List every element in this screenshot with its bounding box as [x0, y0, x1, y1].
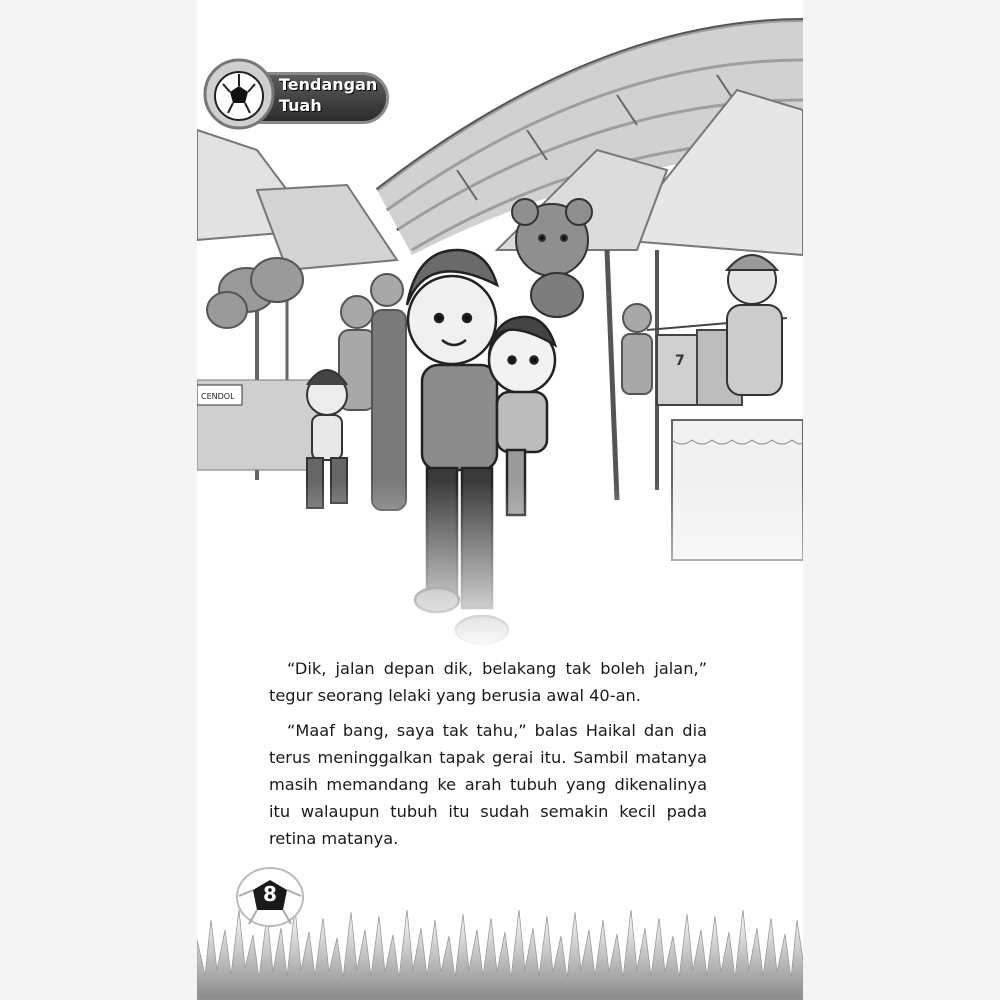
book-page [197, 0, 803, 1000]
jersey-number: 7 [675, 353, 685, 369]
vendor [727, 255, 782, 395]
paragraph-2: “Maaf bang, saya tak tahu,” balas Haikal dan dia terus meninggalkan tapak gerai itu. Sambil matanya masih memandang ke arah tubuh yang dikenalinya itu walaupun tubuh itu sudah semakin kecil pada retina matanya. [269, 721, 707, 848]
chapter-badge [203, 58, 389, 130]
story-text [269, 655, 707, 860]
book-title [279, 74, 389, 116]
page-number-badge [235, 866, 305, 928]
book-title-line2: Tuah [279, 96, 322, 115]
stall-sign: CENDOL [201, 392, 235, 401]
teddy-bear [512, 199, 592, 317]
paragraph-1: “Dik, jalan depan dik, belakang tak boleh jalan,” tegur seorang lelaki yang berusia awal 40-an. [269, 659, 707, 705]
book-title-line1: Tendangan [279, 75, 378, 94]
soccer-ball-icon [203, 58, 275, 130]
page-number: 8 [263, 882, 277, 906]
